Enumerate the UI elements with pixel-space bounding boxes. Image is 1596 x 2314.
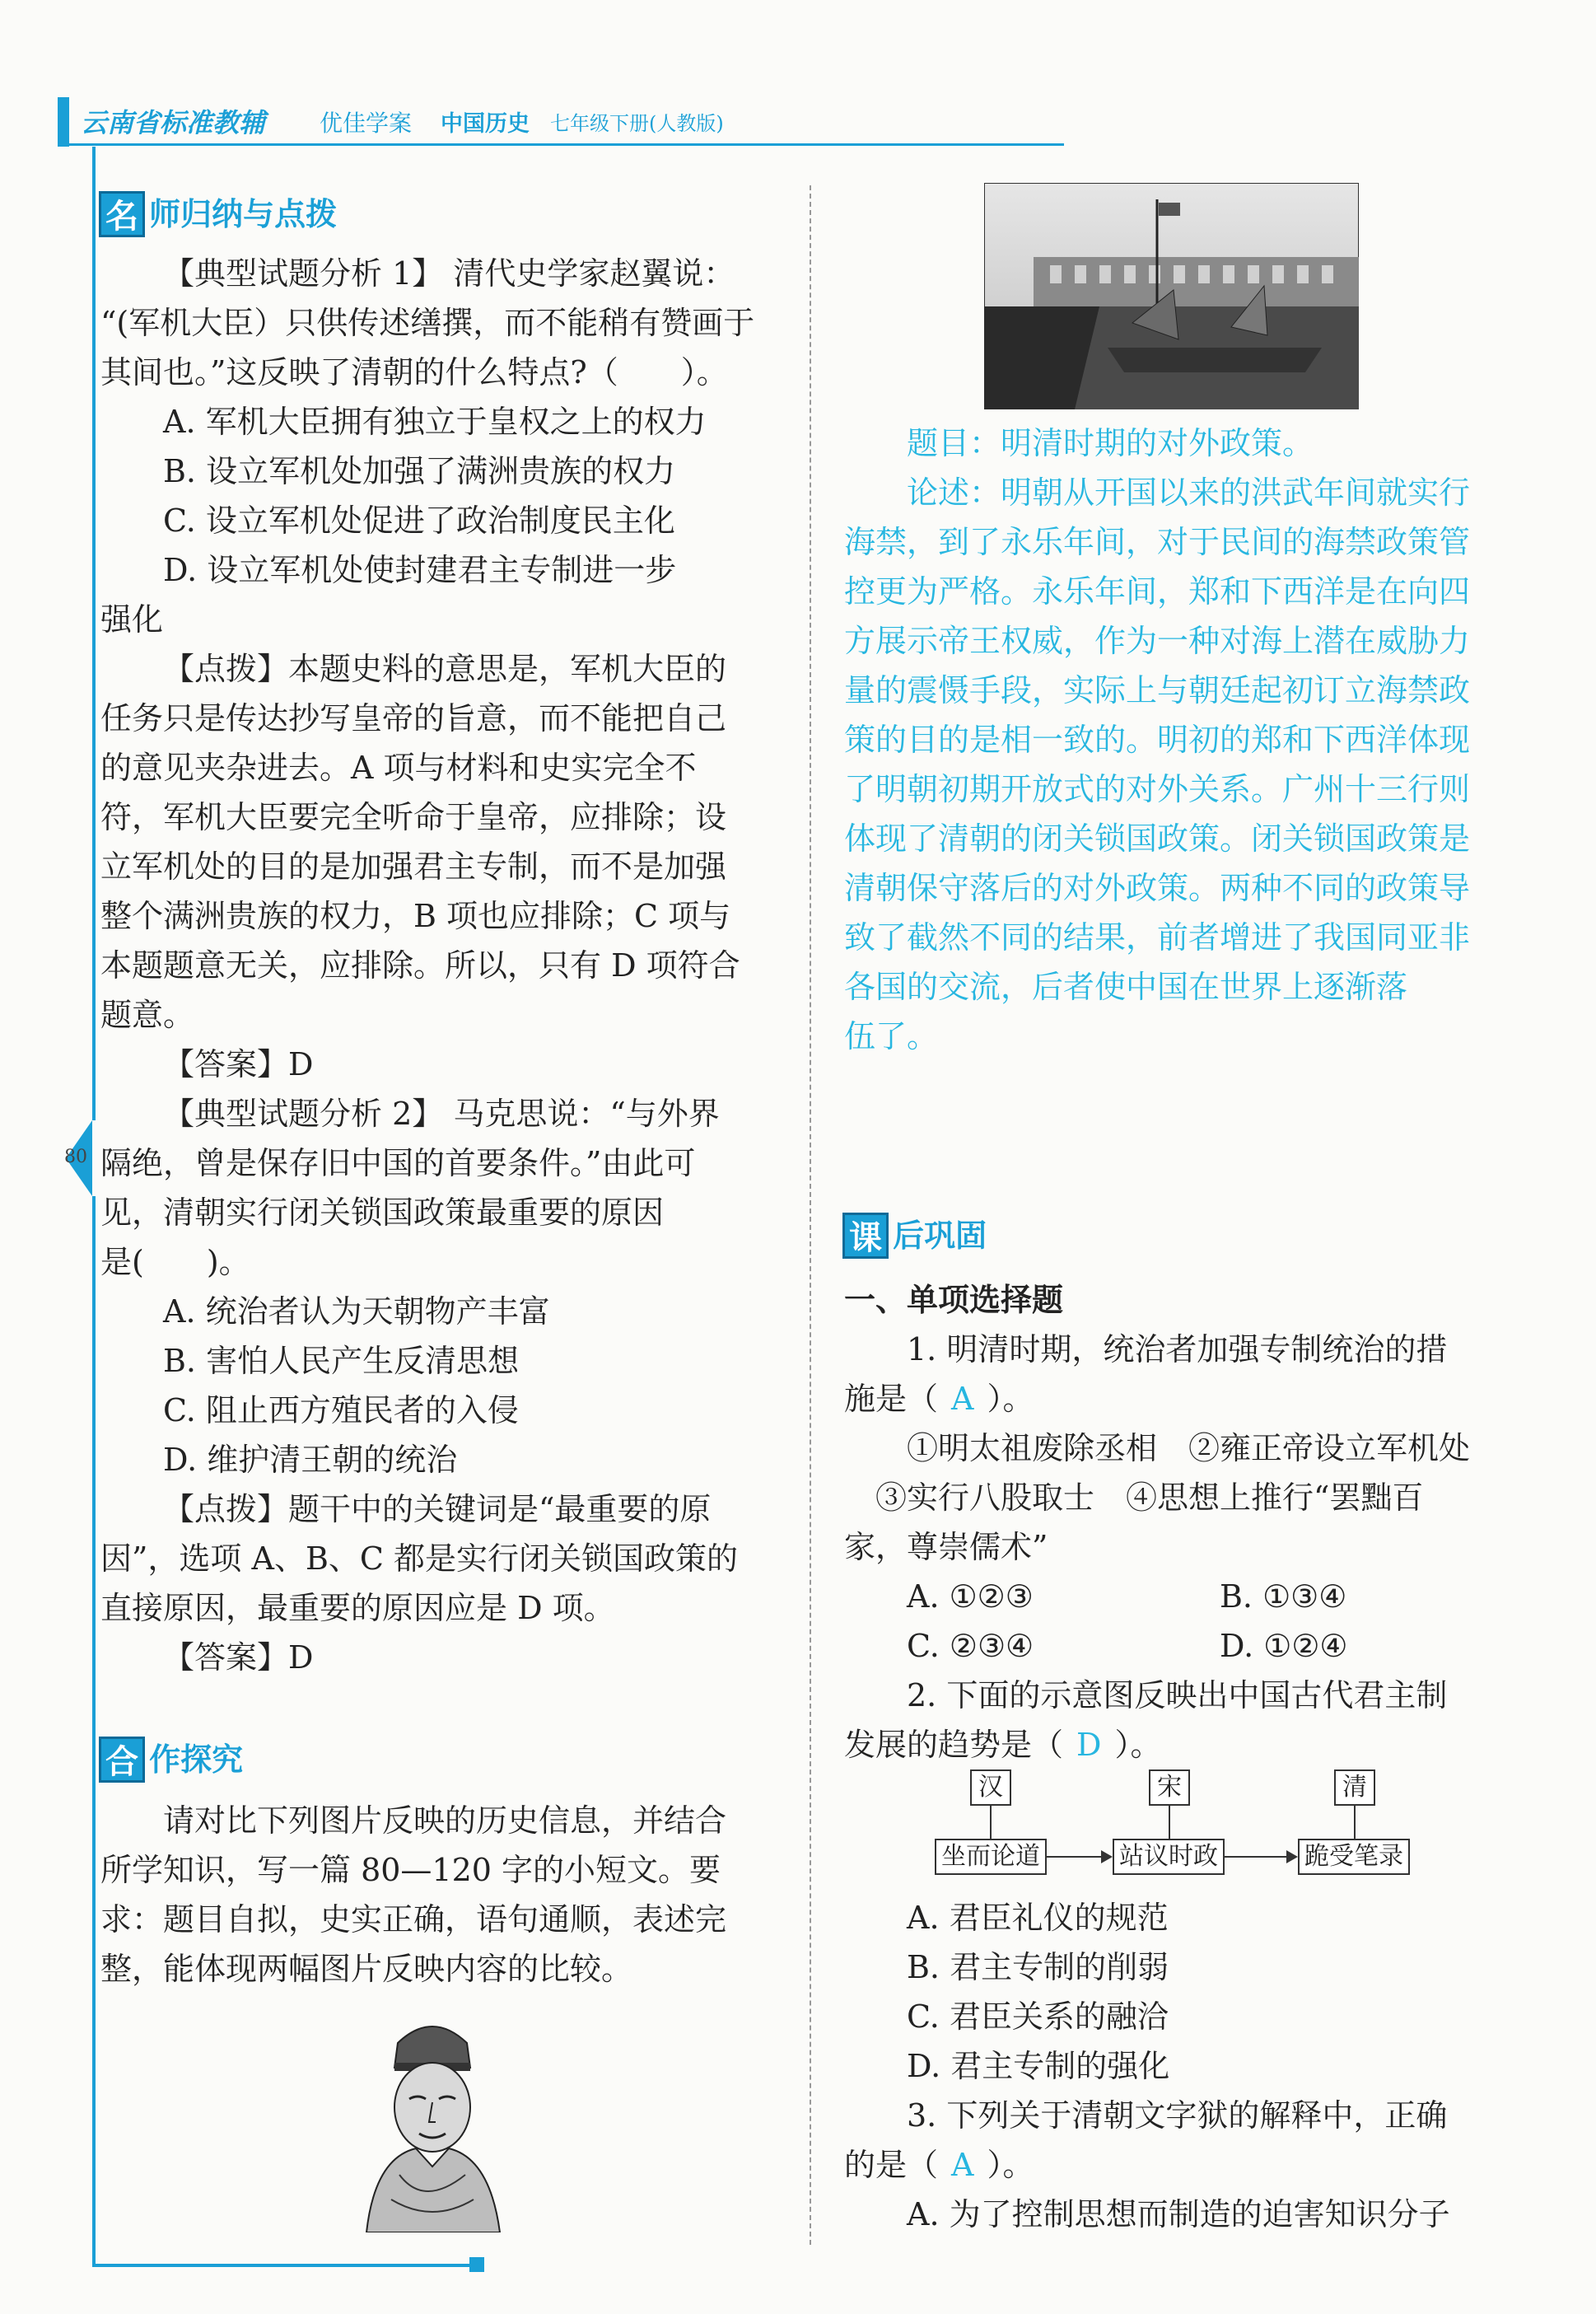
ex1-option-c: C. ②③④	[907, 1628, 1034, 1664]
q1-option-a: A. 军机大臣拥有独立于皇权之上的权力	[163, 404, 707, 440]
essay-answer	[844, 418, 1519, 1061]
diagram-top-qing: 清	[1334, 1769, 1375, 1806]
ex3-stem: 的是（	[844, 2147, 939, 2183]
q2-line-1: 【典型试题分析 2】 马克思说：“与外界	[163, 1096, 720, 1132]
essay-line-6: 策的目的是相一致的。明初的郑和下西洋体现	[844, 722, 1471, 758]
diagram-connector	[990, 1806, 992, 1839]
ex2-line-2	[844, 1720, 1519, 1769]
header-underline	[58, 143, 1064, 146]
question-analysis-1	[100, 249, 776, 1089]
q2-line-3: 见，清朝实行闭关锁国政策最重要的原因	[100, 1194, 665, 1231]
diagram-connector	[1354, 1806, 1356, 1839]
ex1-line-2	[844, 1374, 1519, 1423]
page-number: 80	[64, 1147, 87, 1167]
ex1-line-1: 1. 明清时期，统治者加强专制统治的措	[907, 1331, 1448, 1367]
diagram-bottom-1: 坐而论道	[935, 1839, 1047, 1875]
ex1-stem: 施是（	[844, 1381, 939, 1417]
ex3-option-a: A. 为了控制思想而制造的迫害知识分子	[907, 2196, 1450, 2232]
essay-line-8: 体现了清朝的闭关锁国政策。闭关锁国政策是	[844, 820, 1471, 857]
inquiry-line-2: 所学知识，写一篇 80—120 字的小短文。要	[100, 1852, 721, 1888]
ex1-stem-end: ）。	[987, 1381, 1034, 1417]
essay-line-5: 量的震慑手段，实际上与朝廷起初订立海禁政	[844, 672, 1471, 708]
question-analysis-2	[100, 1089, 776, 1682]
column-divider	[810, 185, 811, 2245]
header-grade: 七年级下册(人教版)	[550, 112, 724, 135]
left-border-lower	[92, 1196, 96, 2267]
exercise-block	[844, 1275, 1519, 1769]
section-title: 师归纳与点拨	[149, 196, 338, 232]
q1-option-c: C. 设立军机处促进了政治制度民主化	[163, 503, 675, 539]
ex2-answer: D	[1076, 1727, 1102, 1763]
ex2-option-d: D. 君主专制的强化	[907, 2048, 1170, 2084]
q1-analysis-3: 的意见夹杂进去。A 项与材料和史实完全不	[100, 750, 697, 786]
essay-line-12: 伍了。	[844, 1018, 939, 1054]
header-subject: 中国历史	[441, 111, 530, 137]
essay-line-3: 控更为严格。永乐年间，郑和下西洋是在向四	[844, 573, 1471, 610]
section-box-ming: 名	[99, 191, 145, 237]
q1-analysis-6: 整个满洲贵族的权力，B 项也应排除；C 项与	[100, 898, 731, 934]
ex2-option-c: C. 君臣关系的融洽	[907, 1998, 1169, 2035]
q1-analysis-4: 符，军机大臣要完全听命于皇帝，应排除；设	[100, 799, 727, 835]
diagram-top-song: 宋	[1149, 1769, 1190, 1806]
q1-line-2: “(军机大臣）只供传述缮撰，而不能稍有赞画于	[100, 305, 755, 341]
header-series: 优佳学案	[320, 110, 413, 137]
diagram-arrow	[1047, 1856, 1111, 1858]
section-masters-summary	[99, 191, 337, 237]
left-border	[92, 147, 96, 1120]
essay-line-4: 方展示帝王权威，作为一种对海上潜在威胁力	[844, 623, 1471, 659]
ex1-options-row-2	[844, 1621, 1519, 1671]
q2-line-4: 是( )。	[100, 1244, 250, 1280]
essay-line-11: 各国的交流，后者使中国在世界上逐渐落	[844, 969, 1408, 1005]
essay-line-7: 了明朝初期开放式的对外关系。广州十三行则	[844, 771, 1471, 807]
ex1-item-3: 家，尊崇儒术”	[844, 1529, 1048, 1565]
inquiry-line-3: 求：题目自拟，史实正确，语句通顺，表述完	[100, 1901, 727, 1938]
essay-line-1: 论述：明朝从开国以来的洪武年间就实行	[907, 474, 1471, 511]
q2-analysis-1: 【点拨】题干中的关键词是“最重要的原	[163, 1491, 712, 1527]
q1-analysis-5: 立军机处的目的是加强君主专制，而不是加强	[100, 848, 727, 885]
ex1-option-a: A. ①②③	[907, 1578, 1034, 1615]
left-border-bottom	[92, 2264, 471, 2267]
inquiry-prompt	[100, 1796, 776, 1994]
q2-analysis-2: 因”，选项 A、B、C 都是实行闭关锁国政策的	[100, 1540, 739, 1577]
q2-line-2: 隔绝，曾是保存旧中国的首要条件。”由此可	[100, 1145, 696, 1181]
ex3-line-1: 3. 下列关于清朝文字狱的解释中，正确	[907, 2097, 1448, 2134]
exercise-block-2	[844, 1893, 1519, 2239]
ex3-line-2	[844, 2140, 1519, 2190]
q2-answer: 【答案】D	[163, 1639, 314, 1676]
ex3-stem-end: ）。	[987, 2147, 1034, 2183]
header-brand: 云南省标准教辅	[81, 107, 266, 138]
ex2-option-a: A. 君臣礼仪的规范	[907, 1900, 1169, 1936]
section-box-ke: 课	[842, 1213, 889, 1259]
q1-analysis-8: 题意。	[100, 997, 195, 1033]
essay-line-10: 致了截然不同的结果，前者增进了我国同亚非	[844, 919, 1471, 956]
q2-option-d: D. 维护清王朝的统治	[163, 1442, 458, 1478]
q1-analysis-2: 任务只是传达抄写皇帝的旨意，而不能把自己	[100, 700, 727, 736]
ex2-line-1: 2. 下面的示意图反映出中国古代君主制	[907, 1677, 1448, 1713]
q1-option-b: B. 设立军机处加强了满洲贵族的权力	[163, 453, 676, 489]
ex1-item-2: ③实行八股取士 ④思想上推行“罢黜百	[875, 1480, 1424, 1516]
q2-option-c: C. 阻止西方殖民者的入侵	[163, 1392, 519, 1428]
diagram-bottom-3: 跪受笔录	[1298, 1839, 1410, 1875]
diagram-connector	[1169, 1806, 1170, 1839]
ex1-option-b: B. ①③④	[1220, 1578, 1347, 1615]
q1-line-1: 【典型试题分析 1】 清代史学家赵翼说：	[163, 255, 735, 292]
essay-title: 题目：明清时期的对外政策。	[907, 425, 1314, 461]
q1-analysis-1: 【点拨】本题史料的意思是，军机大臣的	[163, 651, 727, 687]
part-title: 一、单项选择题	[844, 1282, 1064, 1318]
header-bar	[58, 97, 1064, 147]
section-after-class	[842, 1213, 987, 1259]
ex2-stem: 发展的趋势是（	[844, 1727, 1064, 1763]
header-accent	[58, 97, 69, 147]
ex1-option-d: D. ①②④	[1220, 1628, 1348, 1664]
section-cooperative-inquiry	[99, 1737, 243, 1783]
ex1-item-1: ①明太祖废除丞相 ②雍正帝设立军机处	[907, 1430, 1471, 1466]
q2-option-b: B. 害怕人民产生反清思想	[163, 1343, 520, 1379]
diagram-arrow	[1225, 1856, 1296, 1858]
q1-answer: 【答案】D	[163, 1046, 314, 1082]
ex2-option-b: B. 君主专制的削弱	[907, 1949, 1169, 1985]
left-border-endcap	[469, 2257, 484, 2272]
essay-line-2: 海禁，到了永乐年间，对于民间的海禁政策管	[844, 524, 1471, 560]
portrait-illustration	[350, 2010, 515, 2232]
q1-analysis-7: 本题题意无关，应排除。所以，只有 D 项符合	[100, 947, 740, 984]
essay-line-9: 清朝保守落后的对外政策。两种不同的政策导	[844, 870, 1471, 906]
q2-analysis-3: 直接原因，最重要的原因应是 D 项。	[100, 1590, 615, 1626]
q1-line-3: 其间也。”这反映了清朝的什么特点?（ ）。	[100, 354, 728, 390]
inquiry-line-4: 整，能体现两幅图片反映内容的比较。	[100, 1951, 633, 1987]
diagram-top-han: 汉	[970, 1769, 1011, 1806]
ex1-options-row-1	[844, 1572, 1519, 1621]
q1-option-d: D. 设立军机处使封建君主专制进一步	[163, 552, 677, 588]
monarchy-diagram	[922, 1769, 1433, 1893]
ex2-stem-end: ）。	[1114, 1727, 1162, 1763]
ex1-answer: A	[951, 1381, 974, 1417]
diagram-bottom-2: 站议时政	[1113, 1839, 1225, 1875]
section-box-he: 合	[99, 1737, 145, 1783]
section-title: 后巩固	[893, 1218, 987, 1254]
q1-option-d-cont: 强化	[100, 601, 164, 638]
section-title: 作探究	[149, 1741, 244, 1778]
q2-option-a: A. 统治者认为天朝物产丰富	[163, 1293, 550, 1330]
photo-thirteen-factories	[984, 183, 1359, 409]
ex3-answer: A	[951, 2147, 974, 2183]
inquiry-line-1: 请对比下列图片反映的历史信息，并结合	[163, 1802, 727, 1839]
